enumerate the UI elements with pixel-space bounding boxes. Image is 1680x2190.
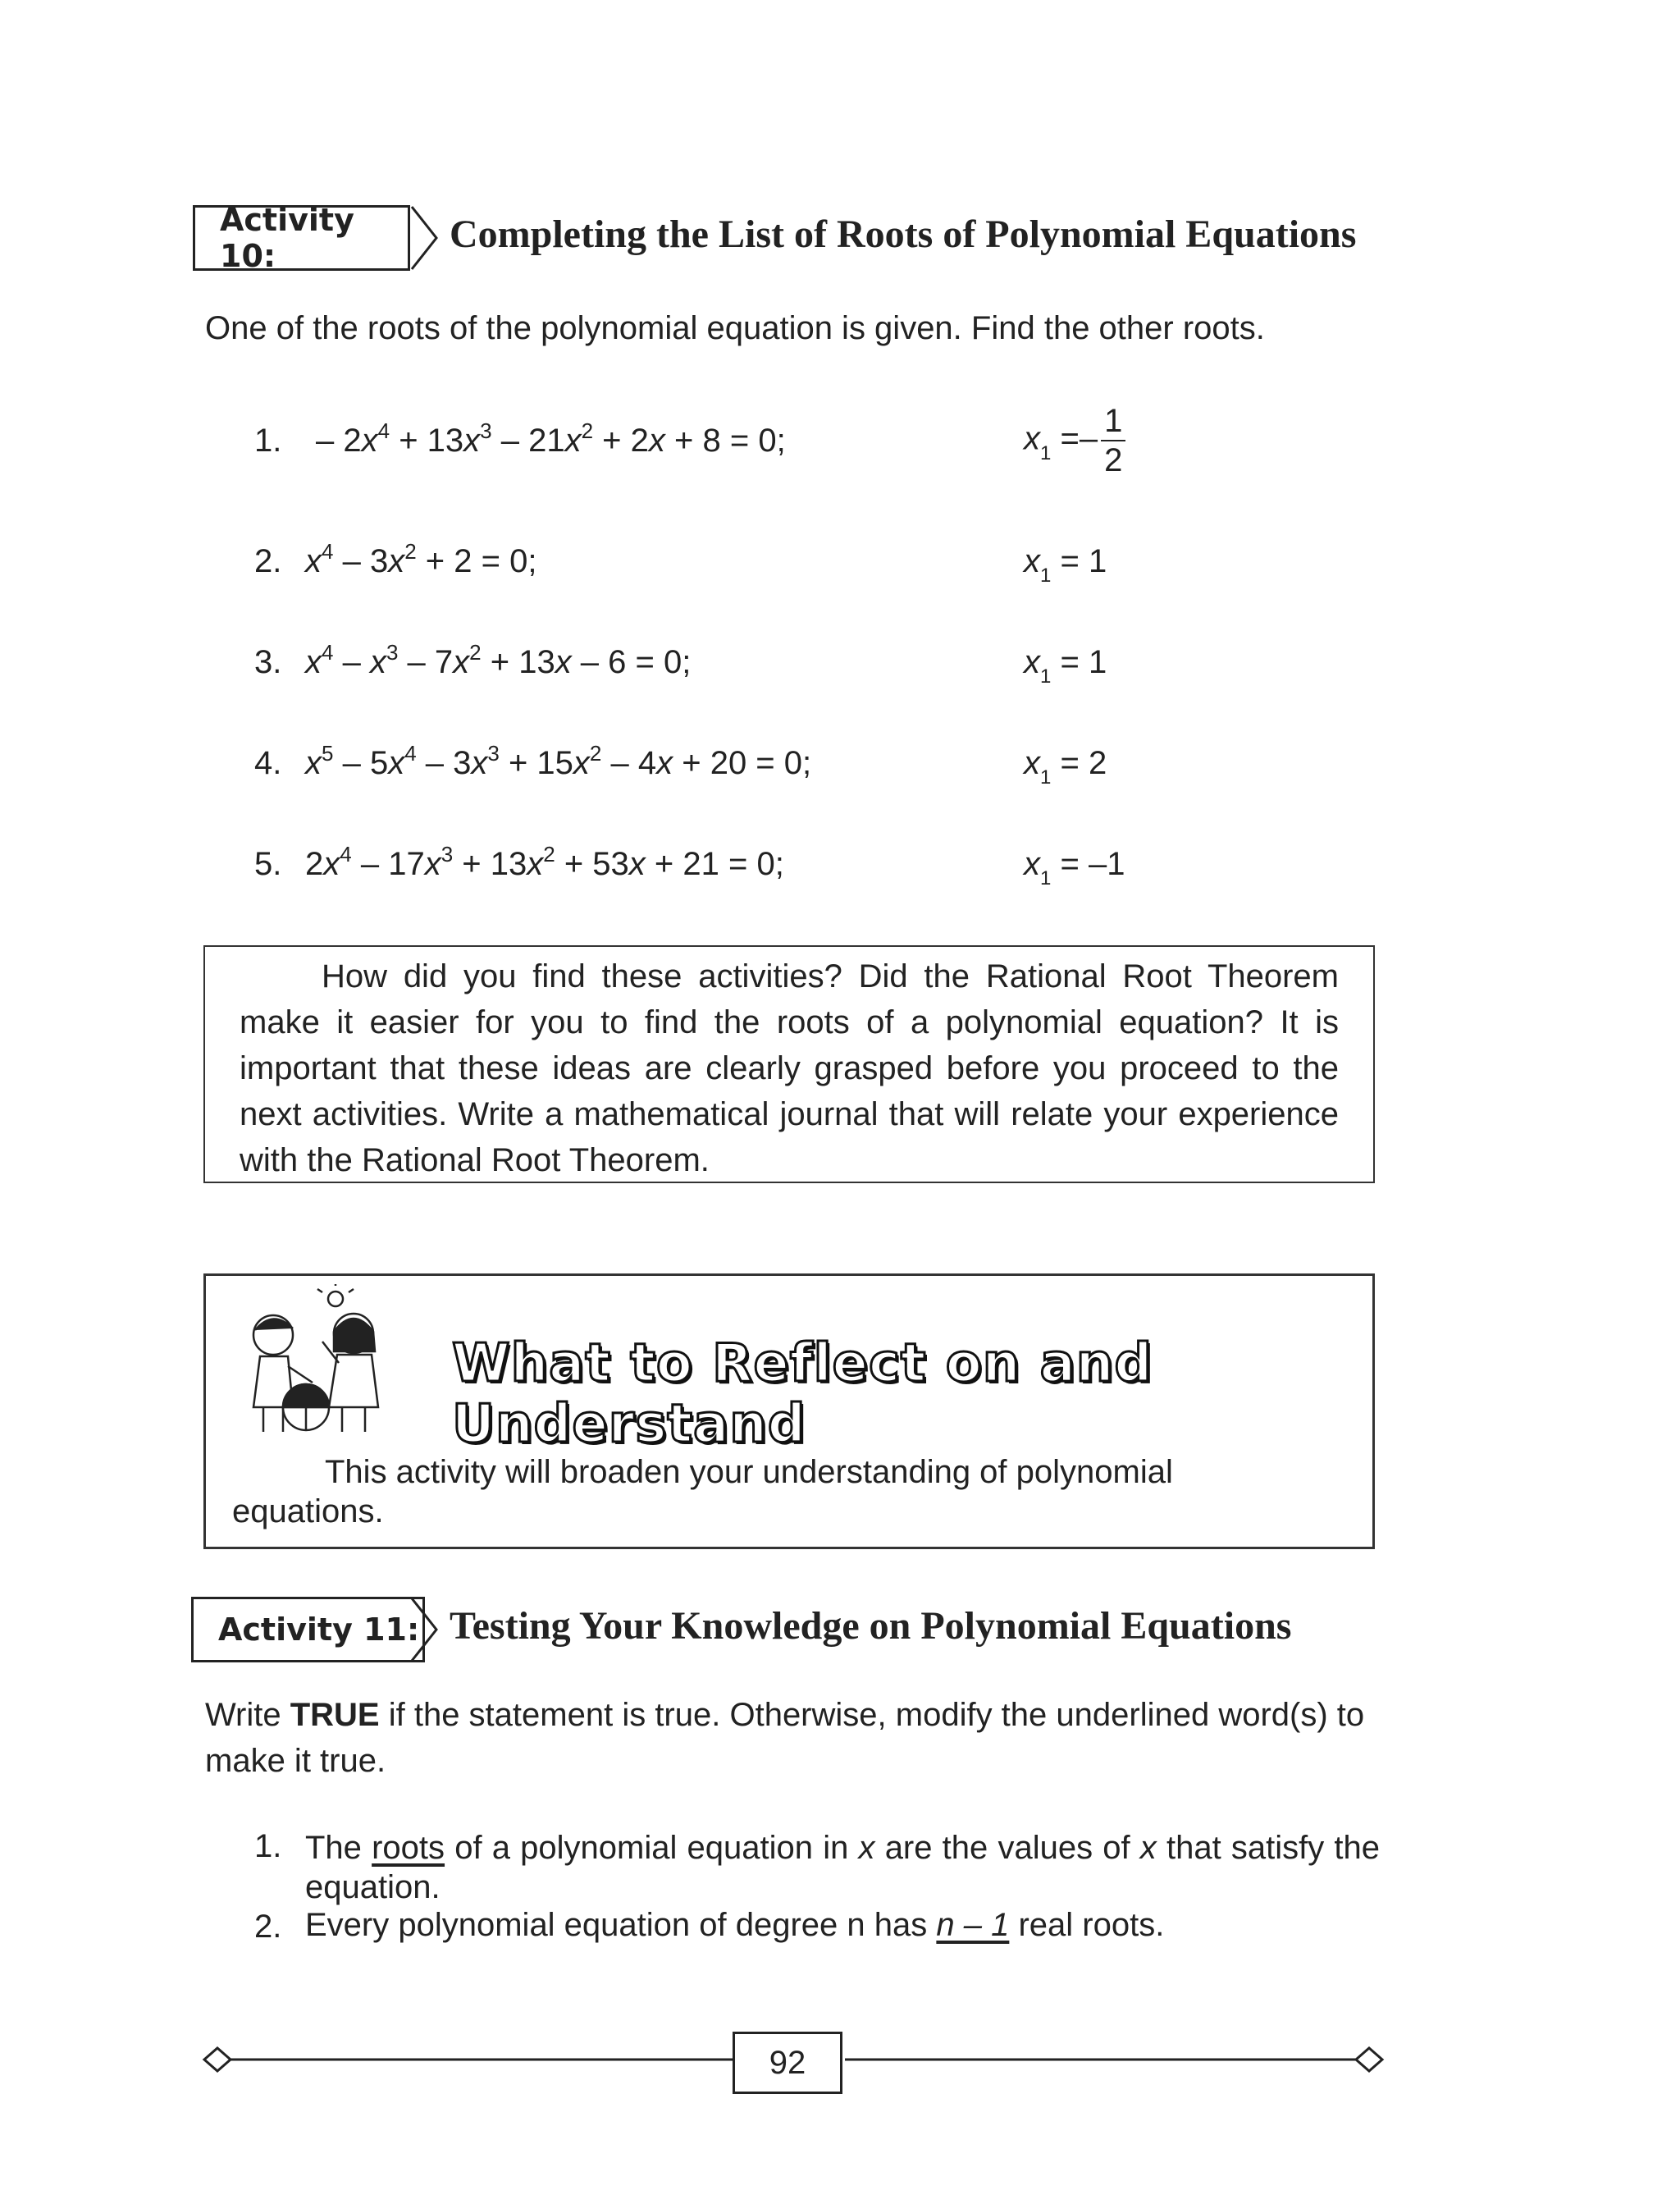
statement-text: The [305,1830,372,1866]
diamond-icon [1356,2048,1382,2071]
statement-1 [305,1828,1380,1907]
reflect-text-line1: This activity will broaden your understanding of polynomial [325,1454,1173,1490]
given-root-2: $x_1 = 1$ [1024,543,1107,587]
root-denominator: 2 [1104,442,1123,478]
variable: x [1139,1830,1157,1866]
given-root-3: $x_1 = 1$ [1024,644,1107,688]
root-numerator: 1 [1101,402,1125,441]
equation-3: $x^4 - x^3 - 7x^2 + 13x - 6 = 0$; [305,639,692,680]
equation-4: $x^5 - 5x^4 - 3x^3 + 15x^2 - 4x + 20 = 0$; [305,740,812,781]
item-number: 4. [254,745,282,781]
activity-11-instruction [205,1692,1386,1784]
statement-text: that satisfy the equation. [305,1830,1381,1905]
journal-box [203,945,1375,1183]
root-value: 1 [1088,644,1107,680]
activity-10-label-text: Activity 10: [220,202,354,274]
instruction-post: if the statement is true. Otherwise, modify the underlined word(s) to make it true. [205,1697,1365,1779]
activity-11-label-text: Activity 11: [218,1612,420,1648]
statement-text: real roots. [1009,1907,1165,1943]
item-number: 5. [254,846,282,882]
reflect-heading: What to Reflect on and Understand [452,1333,1153,1455]
reflect-box [203,1273,1375,1549]
given-root-1: $x_1$ =– $\frac{1}{2}$ [1024,402,1125,479]
instruction-bold: TRUE [290,1697,380,1733]
activity-10-title: Completing the List of Roots of Polynomial Equations [450,213,1357,256]
root-value: 2 [1088,745,1107,781]
page-number: 92 [769,2045,806,2081]
reflect-text-line2: equations. [232,1493,384,1529]
root-value: –1 [1088,846,1125,882]
activity-10-instruction: One of the roots of the polynomial equation is given. Find the other roots. [205,310,1265,346]
statement-2 [305,1905,1164,1945]
students-illustration-icon [231,1284,395,1440]
page-number-box [733,2032,842,2094]
root-value: 1 [1088,543,1107,579]
equation-5: $2x^4 - 17x^3 + 13x^2 + 53x + 21 = 0$; [305,841,784,882]
diamond-icon [204,2048,231,2071]
chevron-right-icon [410,205,440,271]
instruction-pre: Write [205,1697,290,1733]
item-number: 3. [254,644,282,680]
given-root-5: $x_1 = -1$ [1024,846,1125,889]
activity-10-label [193,202,410,274]
item-number: 1. [254,423,282,459]
underlined-word: n – 1 [936,1907,1010,1943]
activity-11-label [191,1597,425,1662]
statement-text: Every polynomial equation of degree n has [305,1907,937,1943]
chevron-right-icon [410,1597,440,1662]
item-number: 2. [254,543,282,579]
equation-2: $x^4 - 3x^2 + 2 = 0$; [305,538,537,579]
equation-1: – $2x^4 + 13x^3 - 21x^2 + 2x + 8 = 0$; [316,418,786,459]
variable: x [858,1830,875,1866]
item-number: 2. [254,1909,282,1945]
statement-text: of a polynomial equation in [445,1830,859,1866]
given-root-4: $x_1 = 2$ [1024,745,1107,789]
statement-text: are the values of [874,1830,1140,1866]
underlined-word: roots [372,1830,445,1866]
item-number: 1. [254,1828,282,1864]
activity-11-title: Testing Your Knowledge on Polynomial Equations [450,1604,1292,1648]
journal-text: How did you find these activities? Did the Rational Root Theorem make it easier for you to find the roots of a polynomial equation? It is important that these ideas are clearly grasped before you proceed to the next activities. Write a mathematical journal that will relate your experience with the Rational Root Theorem. [240,958,1339,1178]
